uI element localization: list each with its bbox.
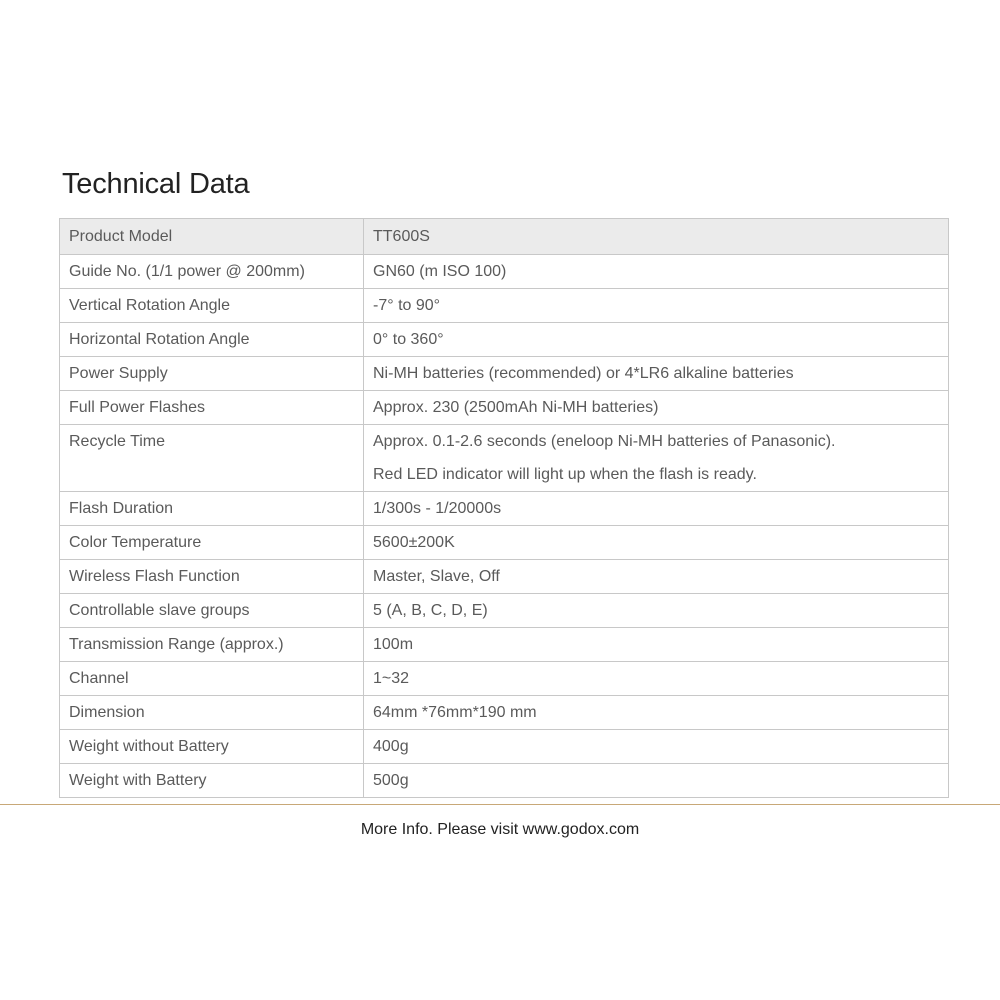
spec-value: 5600±200K — [364, 526, 949, 560]
footer-note — [0, 821, 1000, 839]
spec-value: 64mm *76mm*190 mm — [364, 696, 949, 730]
spec-value: TT600S — [364, 219, 949, 255]
spec-label: Weight with Battery — [60, 764, 364, 798]
table-row — [60, 357, 949, 391]
spec-value: 500g — [364, 764, 949, 798]
spec-label-text: Recycle Time — [69, 433, 166, 450]
spec-value-line-2: Red LED indicator will light up when the flash is ready. — [373, 466, 757, 483]
table-row — [60, 289, 949, 323]
table-row — [60, 425, 949, 492]
table-row — [60, 560, 949, 594]
spec-value: Ni-MH batteries (recommended) or 4*LR6 alkaline batteries — [364, 357, 949, 391]
spec-label — [60, 425, 364, 492]
spec-label: Horizontal Rotation Angle — [60, 323, 364, 357]
spec-value: Master, Slave, Off — [364, 560, 949, 594]
spec-label: Wireless Flash Function — [60, 560, 364, 594]
table-row — [60, 391, 949, 425]
spec-label: Channel — [60, 662, 364, 696]
table-row — [60, 730, 949, 764]
table-row — [60, 526, 949, 560]
table-row — [60, 594, 949, 628]
footer-text: More Info. Please visit www.godox.com — [360, 821, 640, 838]
table-header-row — [60, 219, 949, 255]
spec-value: 1/300s - 1/20000s — [364, 492, 949, 526]
spec-label: Dimension — [60, 696, 364, 730]
table-row — [60, 662, 949, 696]
spec-value: 0° to 360° — [364, 323, 949, 357]
spec-value: Approx. 230 (2500mAh Ni-MH batteries) — [364, 391, 949, 425]
table-row — [60, 696, 949, 730]
spec-label: Flash Duration — [60, 492, 364, 526]
footer-divider — [0, 804, 1000, 805]
table-row — [60, 492, 949, 526]
spec-value — [364, 425, 949, 492]
spec-label: Power Supply — [60, 357, 364, 391]
spec-label: Product Model — [60, 219, 364, 255]
spec-value: GN60 (m ISO 100) — [364, 255, 949, 289]
spec-label: Vertical Rotation Angle — [60, 289, 364, 323]
spec-value: 100m — [364, 628, 949, 662]
spec-value: 1~32 — [364, 662, 949, 696]
spec-label: Color Temperature — [60, 526, 364, 560]
spec-value: 5 (A, B, C, D, E) — [364, 594, 949, 628]
table-row — [60, 255, 949, 289]
spec-value-line-1: Approx. 0.1-2.6 seconds (eneloop Ni-MH batteries of Panasonic). — [373, 433, 836, 450]
spec-label: Transmission Range (approx.) — [60, 628, 364, 662]
page-title: Technical Data — [62, 168, 250, 200]
spec-label: Full Power Flashes — [60, 391, 364, 425]
technical-data-table — [59, 218, 949, 798]
table-row — [60, 323, 949, 357]
table-row — [60, 628, 949, 662]
spec-value: 400g — [364, 730, 949, 764]
spec-label: Controllable slave groups — [60, 594, 364, 628]
spec-value: -7° to 90° — [364, 289, 949, 323]
spec-label: Weight without Battery — [60, 730, 364, 764]
table-row — [60, 764, 949, 798]
spec-label: Guide No. (1/1 power @ 200mm) — [60, 255, 364, 289]
